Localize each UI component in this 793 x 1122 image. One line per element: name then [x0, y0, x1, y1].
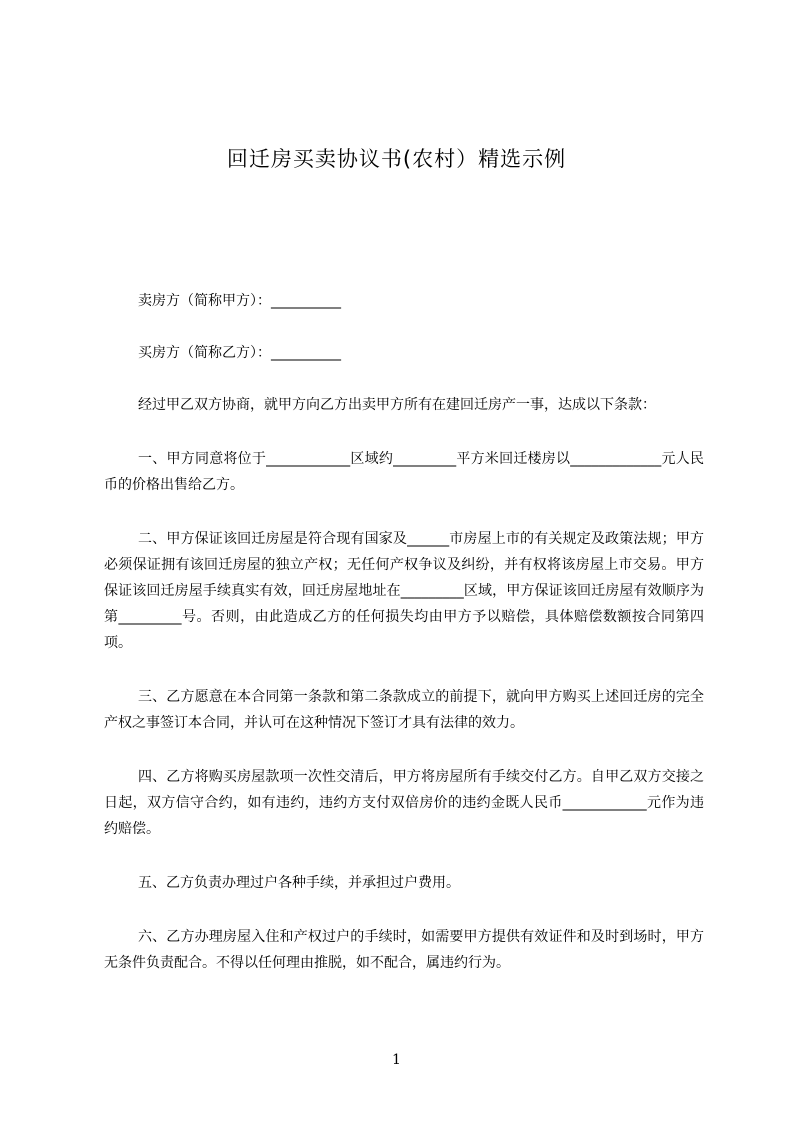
- clause-4: 四、乙方将购买房屋款项一次性交清后，甲方将房屋所有手续交付乙方。自甲乙双方交接之日起，双方信守合约，如有违约，违约方支付双倍房价的违约金既人民币____________元作为违约赔偿。: [104, 769, 704, 837]
- clause-5: 五、乙方负责办理过户各种手续，并承担过户费用。: [138, 875, 460, 891]
- buyer-line: 买房方（简称乙方）：__________: [138, 345, 341, 361]
- preamble-paragraph: 经过甲乙双方协商，就甲方向乙方出卖甲方所有在建回迁房产一事，达成以下条款：: [138, 397, 656, 413]
- clause-6: 六、乙方办理房屋入住和产权过户的手续时，如需要甲方提供有效证件和及时到场时，甲方无条件负责配合。不得以任何理由推脱，如不配合，属违约行为。: [104, 929, 704, 971]
- page-number: 1: [392, 1052, 401, 1068]
- document-body: [104, 288, 704, 1004]
- seller-line: 卖房方（简称甲方）：__________: [138, 293, 341, 309]
- clause-3: 三、乙方愿意在本合同第一条款和第二条款成立的前提下，就向甲方购买上述回迁房的完全产权之事签订本合同，并认可在这种情况下签订才具有法律的效力。: [104, 689, 704, 731]
- document-title: 回迁房买卖协议书(农村）精选示例: [226, 147, 567, 171]
- clause-2: 二、甲方保证该回迁房屋是符合现有国家及______市房屋上市的有关规定及政策法规；甲方必须保证拥有该回迁房屋的独立产权；无任何产权争议及纠纷，并有权将该房屋上市交易。甲方保证该回迁房屋手续真实有效，回迁房屋地址在_________区域，甲方保证该回迁房屋有效顺序为第_________号。否则，由此造成乙方的任何损失均由甲方予以赔偿，具体赔偿数额按合同第四项。: [104, 531, 704, 651]
- clause-1: 一、甲方同意将位于____________区域约_________平方米回迁楼房以_____________元人民币的价格出售给乙方。: [104, 451, 704, 493]
